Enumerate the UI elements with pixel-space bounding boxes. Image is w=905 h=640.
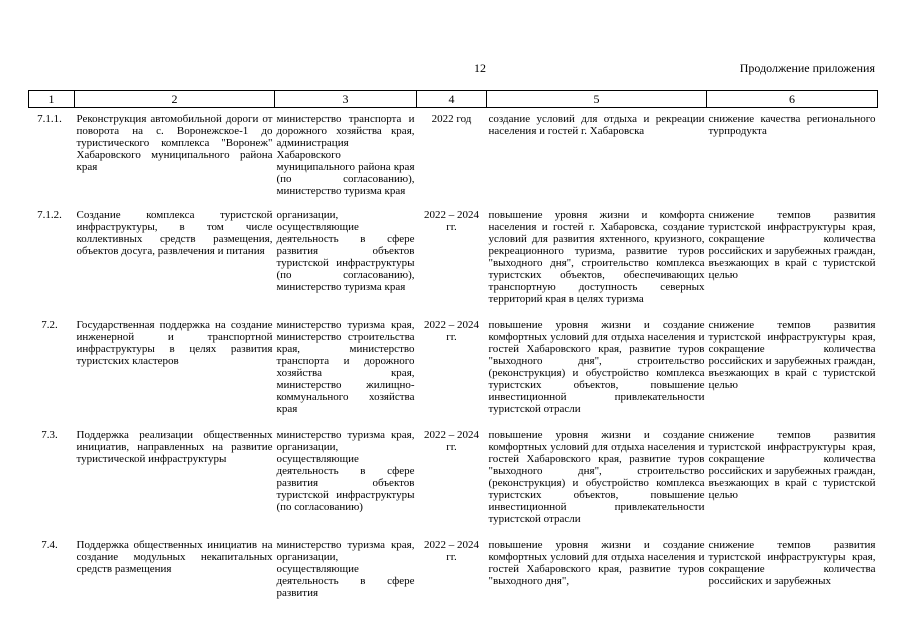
column-header: 1 bbox=[29, 91, 75, 108]
result-cell: создание условий для отдыха и рекреации населения и гостей г. Хабаровска bbox=[488, 113, 705, 137]
result-cell: повышение уровня жизни и создание комфортных условий для отдыха населения и гостей Хабаровского края, развитие туров "выходного дня", строительство (реконструкция) и обустройство комплекса туристских объектов, повышение инвестиционной привлекательности туристской отрасли bbox=[488, 319, 705, 415]
row-number: 7.1.2. bbox=[37, 209, 62, 221]
result-cell: повышение уровня жизни и создание комфортных условий для отдыха населения и гостей Хабаровского края, развитие туров "выходного дня", строительство (реконструкция) и обустройство комплекса туристских объектов, повышение инвестиционной привлекательности туристской отрасли bbox=[488, 429, 705, 525]
executor-cell: министерство туризма края, организации, осуществляющие деятельность в сфере развития bbox=[276, 539, 415, 599]
table-row bbox=[29, 423, 878, 533]
table-row bbox=[29, 533, 878, 605]
consequence-cell: снижение темпов развития туристской инфраструктуры края, сокращение количества российских и зарубежных граждан, въезжающих в край с туристской целью bbox=[708, 209, 876, 281]
executor-cell: министерство транспорта и дорожного хозяйства края, администрация Хабаровского муниципального района края (по согласованию), министерство туризма края bbox=[276, 113, 415, 197]
period-cell: 2022 – 2024 гг. bbox=[424, 319, 479, 343]
period-cell: 2022 – 2024 гг. bbox=[424, 539, 479, 563]
executor-cell: министерство туризма края, министерство строительства края, министерство транспорта и дорожного хозяйства края, министерство жилищно-коммунального хозяйства края bbox=[276, 319, 415, 415]
result-cell: повышение уровня жизни и комфорта населения и гостей г. Хабаровска, создание условий для развития яхтенного, круизного, рекреационного туризма, развитие туров "выходного дня", строительство комплекса туристских объектов, обеспечивающих транспортную доступность северных территорий края в целях туризма bbox=[488, 209, 705, 305]
table-row bbox=[29, 203, 878, 313]
consequence-cell: снижение темпов развития туристской инфраструктуры края, сокращение количества российских и зарубежных граждан, въезжающих в край с туристской целью bbox=[708, 429, 876, 501]
column-header: 3 bbox=[275, 91, 417, 108]
row-number: 7.2. bbox=[41, 319, 58, 331]
measure-cell: Создание комплекса туристской инфраструктуры, в том числе коллективных средств размещения, объектов досуга, развлечения и питания bbox=[76, 209, 273, 257]
measure-cell: Государственная поддержка на создание инженерной и транспортной инфраструктуры в целях развития туристских кластеров bbox=[76, 319, 273, 367]
continuation-label: Продолжение приложения bbox=[739, 61, 875, 75]
period-cell: 2022 год bbox=[431, 113, 472, 125]
page-number: 12 bbox=[474, 61, 486, 75]
consequence-cell: снижение темпов развития туристской инфраструктуры края, сокращение количества российских и зарубежных bbox=[708, 539, 876, 587]
period-cell: 2022 – 2024 гг. bbox=[424, 429, 479, 453]
table-row bbox=[29, 108, 878, 204]
column-header: 5 bbox=[487, 91, 707, 108]
row-number: 7.3. bbox=[41, 429, 58, 441]
measure-cell: Реконструкция автомобильной дороги от поворота на с. Воронежское-1 до туристического комплекса "Воронеж" Хабаровского муниципального района края bbox=[76, 113, 273, 173]
appendix-table bbox=[28, 90, 878, 605]
period-cell: 2022 – 2024 гг. bbox=[424, 209, 479, 233]
executor-cell: министерство туризма края, организации, осуществляющие деятельность в сфере развития объектов туристской инфраструктуры (по согласованию) bbox=[276, 429, 415, 513]
row-number: 7.4. bbox=[41, 539, 58, 551]
consequence-cell: снижение темпов развития туристской инфраструктуры края, сокращение количества российских и зарубежных граждан, въезжающих в край с туристской целью bbox=[708, 319, 876, 391]
measure-cell: Поддержка реализации общественных инициатив, направленных на развитие туристической инфраструктуры bbox=[76, 429, 273, 465]
table-row bbox=[29, 313, 878, 423]
column-number-row bbox=[29, 91, 878, 108]
column-header: 4 bbox=[417, 91, 487, 108]
result-cell: повышение уровня жизни и создание комфортных условий для отдыха населения и гостей Хабаровского края, развитие туров "выходного дня", bbox=[488, 539, 705, 587]
column-header: 2 bbox=[75, 91, 275, 108]
executor-cell: организации, осуществляющие деятельность в сфере развития объектов туристской инфраструктуры (по согласованию), министерство туризма края bbox=[276, 209, 415, 293]
consequence-cell: снижение качества регионального турпродукта bbox=[708, 113, 876, 137]
row-number: 7.1.1. bbox=[37, 113, 62, 125]
measure-cell: Поддержка общественных инициатив на создание модульных некапитальных средств размещения bbox=[76, 539, 273, 575]
column-header: 6 bbox=[707, 91, 878, 108]
